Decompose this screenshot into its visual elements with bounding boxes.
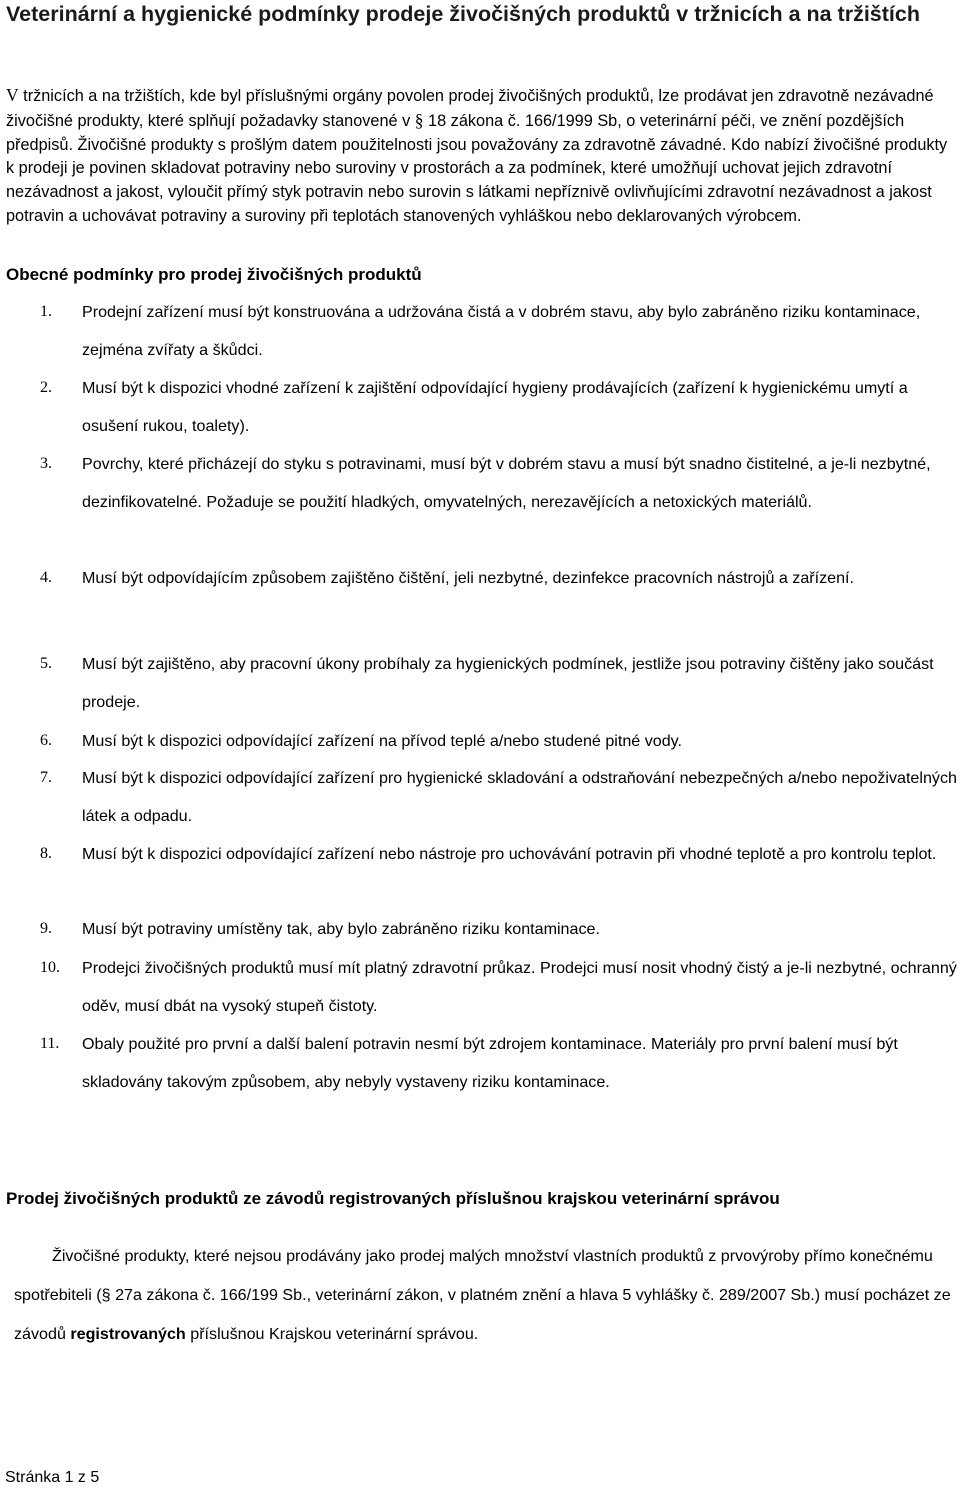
section-sign: §	[101, 1286, 111, 1304]
intro-text-a: tržnicích a na tržištích, kde byl příslušnými orgány povolen prodej živočišných produktů, lze prodávat jen zdravotně nezávadné živočišné produkty, které splňují požadavky stanovené v	[6, 87, 934, 130]
list-item-text: Musí být k dispozici odpovídající zařízení pro hygienické skladování a odstraňování nebezpečných a/nebo nepoživatelných látek a odpadu.	[82, 769, 957, 825]
list-item-number: 10.	[40, 959, 60, 976]
list-item-text: Prodejní zařízení musí být konstruována a udržována čistá a v dobrém stavu, aby bylo zabráněno riziku kontaminace, zejména zvířaty a škůdci.	[82, 303, 921, 359]
general-conditions-heading: Obecné podmínky pro prodej živočišných produktů	[6, 265, 422, 284]
registered-text-b: 27a zákona č. 166/199 Sb., veterinární zákon, v platném znění a hlava 5 vyhlášky č. 289/2007 Sb.) musí pocházet ze závodů	[14, 1286, 951, 1343]
section-sign: §	[414, 109, 424, 130]
intro-text-b: 18 zákona č. 166/1999 Sb, o veterinární péči, ve znění pozdějších předpisů. Živočišné produkty s prošlým datem použitelnosti jsou považovány za zdravotně závadné. Kdo nabízí živočišné produkty k prodeji je povinen skladovat potraviny nebo suroviny v prostorách a za podmínek, které umožňují uchovat jejich zdravotní nezávadnost a jakost, vyloučit přímý styk potravin nebo surovin s látkami nepříznivě ovlivňujícími zdravotní nezávadnost a jakost potravin a uchovávat potraviny a suroviny při teplotách stanovených vyhláškou nebo deklarovaných výrobcem.	[6, 111, 948, 225]
list-item-text: Musí být potraviny umístěny tak, aby bylo zabráněno riziku kontaminace.	[82, 920, 600, 938]
list-item-text: Musí být odpovídajícím způsobem zajištěno čištění, jeli nezbytné, dezinfekce pracovních nástrojů a zařízení.	[82, 569, 855, 587]
registered-bold: registrovaných	[70, 1325, 186, 1343]
list-item-number: 7.	[40, 769, 52, 786]
registered-text-c: příslušnou Krajskou veterinární správou.	[185, 1325, 479, 1343]
list-item-text: Musí být zajištěno, aby pracovní úkony probíhaly za hygienických podmínek, jestliže jsou potraviny čištěny jako součást prodeje.	[82, 655, 934, 711]
list-item-number: 9.	[40, 920, 52, 937]
list-item-number: 5.	[40, 655, 52, 672]
list-item-number: 8.	[40, 845, 52, 862]
list-item-text: Musí být k dispozici odpovídající zařízení na přívod teplé a/nebo studené pitné vody.	[82, 732, 682, 750]
registered-sale-heading: Prodej živočišných produktů ze závodů registrovaných příslušnou krajskou veterinární správou	[6, 1189, 780, 1208]
intro-paragraph	[6, 84, 958, 229]
list-item-text: Obaly použité pro první a další balení potravin nesmí být zdrojem kontaminace. Materiály pro první balení musí být skladovány takovým způsobem, aby nebyly vystaveny riziku kontaminace.	[82, 1035, 898, 1091]
intro-initial: V	[6, 85, 19, 105]
page-number: Stránka 1 z 5	[5, 1469, 100, 1486]
list-item-text: Povrchy, které přicházejí do styku s potravinami, musí být v dobrém stavu a musí být snadno čistitelné, a je-li nezbytné, dezinfikovatelné. Požaduje se použití hladkých, omyvatelných, nerezavějících a netoxických materiálů.	[82, 455, 931, 511]
list-item-number: 4.	[40, 569, 52, 586]
list-item-text: Musí být k dispozici odpovídající zařízení nebo nástroje pro uchovávání potravin při vhodné teplotě a pro kontrolu teplot.	[82, 845, 937, 863]
list-item-number: 3.	[40, 455, 52, 472]
registered-text-a: Živočišné produkty, které nejsou prodávány jako prodej malých množství vlastních produktů z prvovýroby přímo konečnému spotřebiteli (	[14, 1247, 933, 1304]
list-item-number: 2.	[40, 379, 52, 396]
list-item-number: 6.	[40, 732, 52, 749]
list-item-text: Prodejci živočišných produktů musí mít platný zdravotní průkaz. Prodejci musí nosit vhodný čistý a je-li nezbytné, ochranný oděv, musí dbát na vysoký stupeň čistoty.	[82, 959, 957, 1015]
list-item-number: 11.	[40, 1035, 60, 1052]
registered-sale-paragraph	[14, 1237, 958, 1354]
document-title: Veterinární a hygienické podmínky prodeje živočišných produktů v tržnicích a na tržištích	[6, 2, 920, 26]
list-item-text: Musí být k dispozici vhodné zařízení k zajištění odpovídající hygieny prodávajících (zařízení k hygienickému umytí a osušení rukou, toalety).	[82, 379, 908, 435]
list-item-number: 1.	[40, 303, 52, 320]
